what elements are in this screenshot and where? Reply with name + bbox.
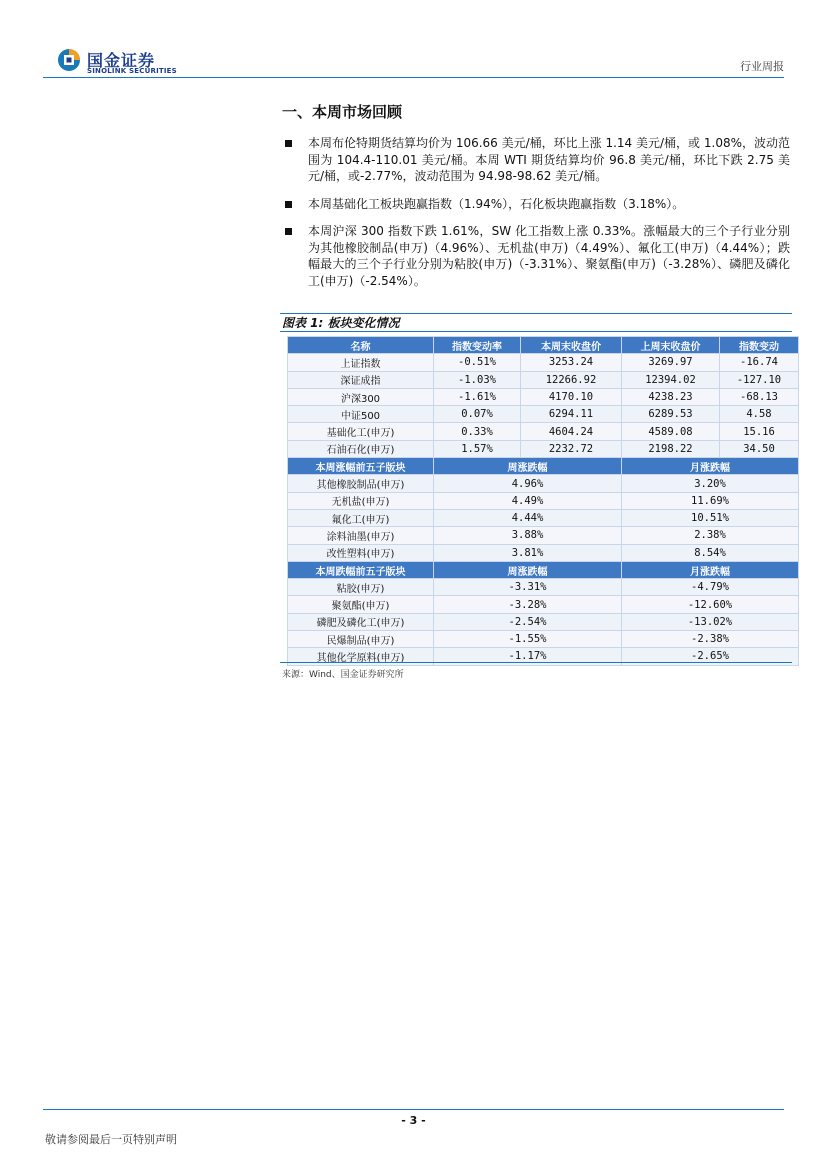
bullet-text: 本周布伦特期货结算均价为 106.66 美元/桶，环比上涨 1.14 美元/桶，或 1.08%，波动范围为 104.4-110.01 美元/桶。本周 WTI 期货结算均价 96.8 美元/桶，环比下跌 2.75 美元/桶，或-2.77%，波动范围为 94.98-98.62 美元/桶。	[308, 136, 790, 183]
table-cell: 8.54%	[622, 544, 799, 561]
table-cell: -4.79%	[622, 579, 799, 596]
table-cell: 4.96%	[434, 475, 622, 492]
table-cell: -3.28%	[434, 596, 622, 613]
table-cell: 3253.24	[521, 354, 622, 371]
column-header: 名称	[288, 337, 434, 354]
logo-mark-icon	[57, 48, 81, 72]
table-cell: 4604.24	[521, 423, 622, 440]
column-header: 指数变动	[720, 337, 799, 354]
table-cell: 民爆制品(申万)	[288, 631, 434, 648]
column-header: 上周末收盘价	[622, 337, 720, 354]
bullet-text: 本周沪深 300 指数下跌 1.61%，SW 化工指数上涨 0.33%。涨幅最大的三个子行业分别为其他橡胶制品(申万)（4.96%）、无机盐(申万)（4.49%）、氟化工(申万)（4.44%）；跌幅最大的三个子行业分别为粘胶(申万)（-3.31%）、聚氨酯(申万)（-3.28%）、磷肥及磷化工(申万)（-2.54%）。	[308, 224, 790, 288]
figure-bottom-rule	[280, 662, 792, 663]
table-cell: 涂料油墨(申万)	[288, 527, 434, 544]
figure-title-rule	[280, 331, 792, 332]
table-header-row	[288, 561, 799, 578]
table-cell: 磷肥及磷化工(申万)	[288, 613, 434, 630]
summary-bullet-list	[282, 135, 790, 300]
table-cell: 11.69%	[622, 492, 799, 509]
table-cell: 上证指数	[288, 354, 434, 371]
logo-chinese-text: 国金证券	[87, 51, 156, 70]
table-row	[288, 509, 799, 526]
summary-bullet	[282, 135, 790, 185]
table-cell: -2.54%	[434, 613, 622, 630]
page-number: - 3 -	[401, 1114, 426, 1127]
table-cell: -16.74	[720, 354, 799, 371]
column-header: 指数变动率	[434, 337, 521, 354]
table-cell: 4170.10	[521, 388, 622, 405]
table-cell: 1.57%	[434, 440, 521, 457]
table-cell: -1.03%	[434, 371, 521, 388]
footer-divider	[43, 1109, 784, 1110]
table-row	[288, 631, 799, 648]
table-row	[288, 371, 799, 388]
table-cell: -2.65%	[622, 648, 799, 665]
table-cell: 10.51%	[622, 509, 799, 526]
table-cell: 12394.02	[622, 371, 720, 388]
table-cell: 4.49%	[434, 492, 622, 509]
table-cell: -2.38%	[622, 631, 799, 648]
table-cell: 其他化学原料(申万)	[288, 648, 434, 665]
table-cell: 2232.72	[521, 440, 622, 457]
table-row	[288, 388, 799, 405]
summary-bullet	[282, 196, 790, 213]
table-cell: 基础化工(申万)	[288, 423, 434, 440]
table-cell: 3269.97	[622, 354, 720, 371]
table-cell: 3.20%	[622, 475, 799, 492]
table-cell: 6294.11	[521, 406, 622, 423]
figure-title: 图表 1: 板块变化情况	[282, 316, 400, 330]
table-cell: 4.58	[720, 406, 799, 423]
table-row	[288, 406, 799, 423]
table-row	[288, 527, 799, 544]
table-cell: -68.13	[720, 388, 799, 405]
page-header	[0, 0, 827, 80]
bullet-square-icon	[285, 228, 292, 235]
section-title: 一、本周市场回顾	[282, 103, 403, 121]
table-cell: 中证500	[288, 406, 434, 423]
table-cell: 0.33%	[434, 423, 521, 440]
table-row	[288, 423, 799, 440]
table-cell: 4589.08	[622, 423, 720, 440]
table-cell: 聚氨酯(申万)	[288, 596, 434, 613]
column-header: 周涨跌幅	[434, 561, 622, 578]
table-row	[288, 613, 799, 630]
table-cell: 4.44%	[434, 509, 622, 526]
table-cell: -13.02%	[622, 613, 799, 630]
table-row	[288, 579, 799, 596]
summary-bullet	[282, 223, 790, 289]
table-cell: 氟化工(申万)	[288, 509, 434, 526]
table-header-row	[288, 458, 799, 475]
table-cell: 沪深300	[288, 388, 434, 405]
table-cell: -127.10	[720, 371, 799, 388]
table-row	[288, 475, 799, 492]
table-cell: 2.38%	[622, 527, 799, 544]
bullet-text: 本周基础化工板块跑赢指数（1.94%），石化板块跑赢指数（3.18%）。	[308, 196, 685, 211]
company-logo	[57, 48, 197, 78]
table-cell: 粘胶(申万)	[288, 579, 434, 596]
column-header: 本周跌幅前五子版块	[288, 561, 434, 578]
table-row	[288, 596, 799, 613]
table-cell: 无机盐(申万)	[288, 492, 434, 509]
table-cell: -1.55%	[434, 631, 622, 648]
document-type: 行业周报	[740, 60, 784, 73]
table-cell: -1.61%	[434, 388, 521, 405]
table-row	[288, 440, 799, 457]
table-row	[288, 492, 799, 509]
column-header: 本周涨幅前五子版块	[288, 458, 434, 475]
table-cell: -12.60%	[622, 596, 799, 613]
table-cell: -0.51%	[434, 354, 521, 371]
table-cell: 0.07%	[434, 406, 521, 423]
table-cell: 15.16	[720, 423, 799, 440]
table-cell: 2198.22	[622, 440, 720, 457]
table-row	[288, 544, 799, 561]
table-row	[288, 354, 799, 371]
column-header: 月涨跌幅	[622, 561, 799, 578]
table-cell: -1.17%	[434, 648, 622, 665]
table-cell: -3.31%	[434, 579, 622, 596]
footer-disclaimer: 敬请参阅最后一页特别声明	[45, 1133, 177, 1146]
table-cell: 4238.23	[622, 388, 720, 405]
logo-english-text: SINOLINK SECURITIES	[87, 67, 177, 75]
sector-change-table	[287, 336, 799, 666]
column-header: 本周末收盘价	[521, 337, 622, 354]
table-header-row	[288, 337, 799, 354]
table-cell: 3.81%	[434, 544, 622, 561]
table-cell: 6289.53	[622, 406, 720, 423]
table-cell: 12266.92	[521, 371, 622, 388]
table-cell: 改性塑料(申万)	[288, 544, 434, 561]
header-divider	[43, 77, 784, 78]
table-cell: 3.88%	[434, 527, 622, 544]
table-cell: 34.50	[720, 440, 799, 457]
table-cell: 深证成指	[288, 371, 434, 388]
figure-source: 来源：Wind、国金证券研究所	[282, 670, 404, 680]
column-header: 月涨跌幅	[622, 458, 799, 475]
column-header: 周涨跌幅	[434, 458, 622, 475]
bullet-square-icon	[285, 140, 292, 147]
bullet-square-icon	[285, 201, 292, 208]
table-cell: 其他橡胶制品(申万)	[288, 475, 434, 492]
table-cell: 石油石化(申万)	[288, 440, 434, 457]
